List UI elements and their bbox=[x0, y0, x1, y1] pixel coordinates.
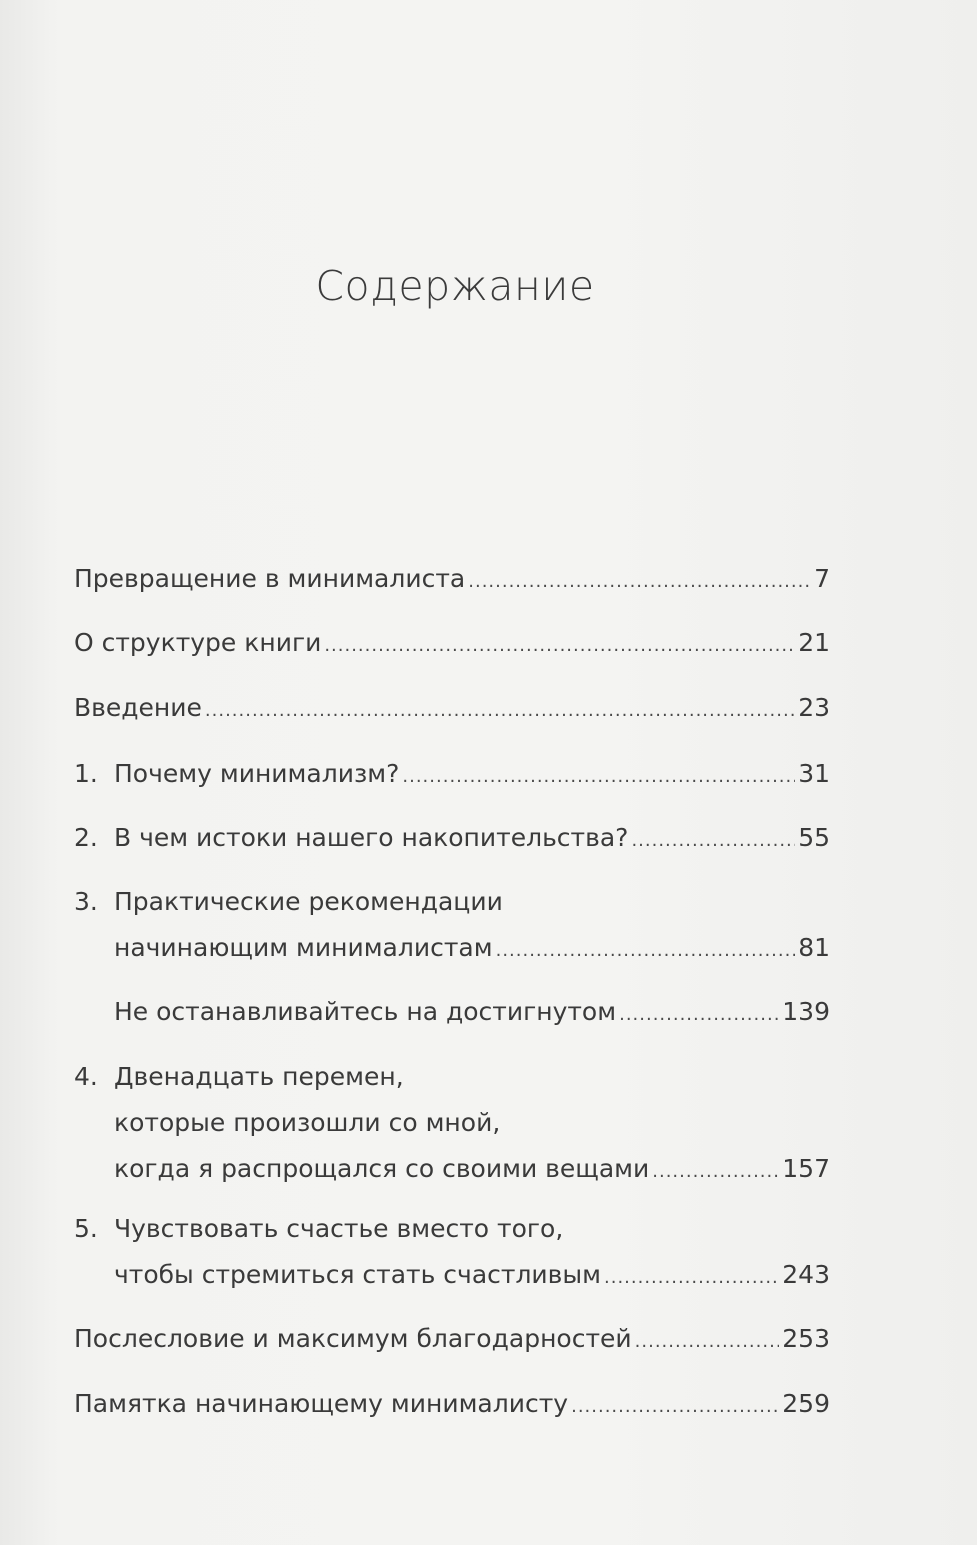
toc-page-number: 23 bbox=[798, 693, 830, 722]
toc-entry-title-line: которые произошли со мной, bbox=[114, 1108, 501, 1137]
toc-entry-title: Памятка начинающему минималисту bbox=[74, 1389, 569, 1418]
toc-entry-title-line: начинающим минималистам bbox=[114, 933, 493, 962]
chapter-number: 4. bbox=[74, 1062, 98, 1091]
toc-page-number: 21 bbox=[798, 628, 830, 657]
toc-entry-title: Не останавливайтесь на достигнутом bbox=[114, 997, 617, 1026]
toc-entry bbox=[74, 1206, 830, 1298]
toc-page-number: 55 bbox=[798, 823, 830, 852]
toc-entry bbox=[74, 879, 830, 971]
toc-entry-title: В чем истоки нашего накопительства? bbox=[114, 823, 629, 852]
toc-entry-title-line: когда я распрощался со своими вещами bbox=[114, 1154, 650, 1183]
chapter-number: 2. bbox=[74, 823, 98, 852]
toc-entry bbox=[74, 1381, 830, 1427]
toc-entry bbox=[74, 556, 830, 602]
toc-entry-title: О структуре книги bbox=[74, 628, 322, 657]
toc-page-number: 259 bbox=[782, 1389, 830, 1418]
toc-entry bbox=[74, 620, 830, 666]
chapter-number: 1. bbox=[74, 759, 98, 788]
dot-leader bbox=[635, 1319, 780, 1365]
toc-entry-title: Послесловие и максимум благодарностей bbox=[74, 1324, 632, 1353]
toc-entry bbox=[74, 815, 830, 861]
dot-leader bbox=[402, 754, 795, 800]
dot-leader bbox=[496, 928, 796, 974]
toc-entry-title-line: Двенадцать перемен, bbox=[114, 1062, 404, 1091]
dot-leader bbox=[604, 1255, 779, 1301]
dot-leader bbox=[205, 688, 795, 734]
dot-leader bbox=[324, 623, 795, 669]
toc-page-number: 253 bbox=[782, 1324, 830, 1353]
toc-entry bbox=[74, 1316, 830, 1362]
toc-entry-title: Введение bbox=[74, 693, 202, 722]
dot-leader bbox=[619, 992, 779, 1038]
toc-page-number: 243 bbox=[782, 1260, 830, 1289]
toc-entry bbox=[74, 685, 830, 731]
toc-page-number: 81 bbox=[798, 933, 830, 962]
toc-entry bbox=[74, 1054, 830, 1192]
dot-leader bbox=[631, 818, 795, 864]
toc-page-number: 7 bbox=[814, 564, 830, 593]
dot-leader bbox=[468, 559, 811, 605]
toc-page-number: 31 bbox=[798, 759, 830, 788]
toc-entry-title: Почему минимализм? bbox=[114, 759, 400, 788]
toc-entry-title-line: чтобы стремиться стать счастливым bbox=[114, 1260, 601, 1289]
toc-entry bbox=[74, 751, 830, 797]
chapter-number: 5. bbox=[74, 1214, 98, 1243]
chapter-number: 3. bbox=[74, 887, 98, 916]
dot-leader bbox=[652, 1149, 779, 1195]
toc-entry-title: Превращение в минималиста bbox=[74, 564, 466, 593]
page-title: Содержание bbox=[315, 262, 595, 310]
toc-entry-title-line: Чувствовать счастье вместо того, bbox=[114, 1214, 564, 1243]
toc-page-number: 157 bbox=[782, 1154, 830, 1183]
toc-page-number: 139 bbox=[782, 997, 830, 1026]
toc-entry bbox=[74, 989, 830, 1035]
dot-leader bbox=[571, 1384, 779, 1430]
toc-entry-title-line: Практические рекомендации bbox=[114, 887, 503, 916]
